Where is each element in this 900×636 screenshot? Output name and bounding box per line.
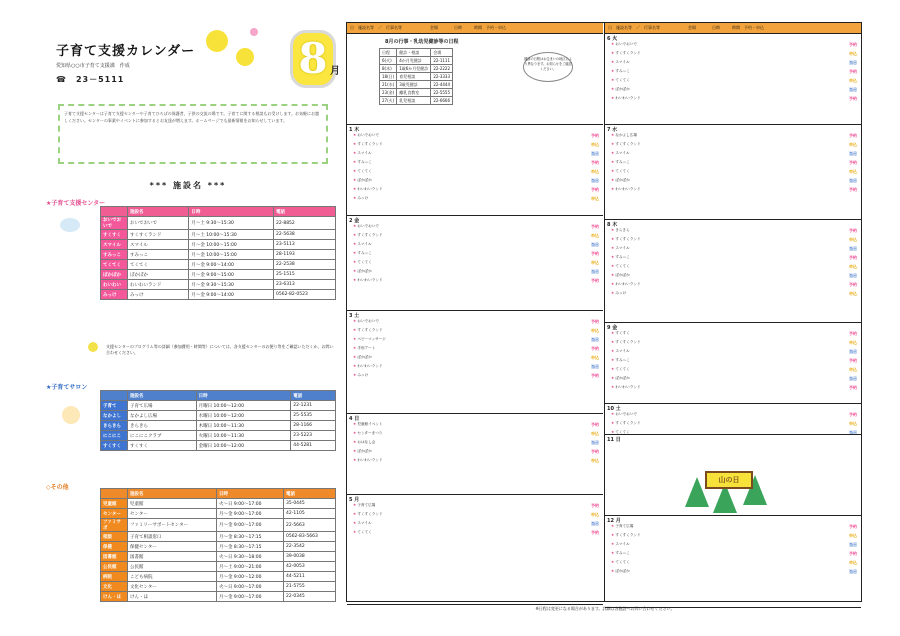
- event-item: ★ てくてく: [611, 430, 630, 434]
- event-item: ★ おいでおいで: [353, 224, 379, 228]
- reservation-badge: 予約: [849, 133, 857, 138]
- reservation-badge: 当日: [849, 273, 857, 278]
- event-item: ★ すくすくランド: [611, 421, 641, 425]
- chick-illustration-icon: [206, 30, 228, 52]
- event-item: ★ わいわいランド: [611, 282, 641, 286]
- star-icon: ★: [611, 187, 616, 191]
- event-item: ★ ぽかぽか: [611, 273, 630, 277]
- event-calendar: [346, 22, 862, 602]
- event-item: ★ てくてく: [611, 78, 630, 82]
- table-row: すみっこ すみっこ 月〜金 10:00〜15:00 28-1193: [101, 250, 336, 260]
- table-row: けん・ほ けん・ほ 月〜金 9:00〜17:00 22-0345: [101, 592, 336, 602]
- page-title: 子育て支援カレンダー: [56, 44, 196, 59]
- event-item: ★ てくてく: [353, 169, 372, 173]
- day-number: 7 水: [607, 127, 618, 133]
- star-icon: ★: [611, 331, 616, 335]
- day-number: 4 日: [349, 416, 360, 422]
- day-number: 2 金: [349, 218, 360, 224]
- star-icon: ★: [353, 458, 358, 462]
- star-icon: ★: [611, 367, 616, 371]
- star-icon: ★: [353, 242, 358, 246]
- facility-heading: *** 施設名 ***: [149, 181, 227, 190]
- event-item: ★ すみっこ: [353, 160, 372, 164]
- reservation-badge: 申込: [591, 458, 599, 463]
- reservation-badge: 予約: [849, 282, 857, 287]
- star-icon: ★: [611, 160, 616, 164]
- table-row: 児童館 児童館 火〜日 9:00〜17:00 35-0445: [101, 499, 336, 509]
- reservation-badge: 予約: [591, 160, 599, 165]
- event-item: ★ 手形アート: [353, 346, 376, 350]
- reservation-badge: 当日: [849, 60, 857, 65]
- reservation-badge: 申込: [849, 560, 857, 565]
- calendar-day: [605, 34, 861, 125]
- reservation-badge: 申込: [849, 340, 857, 345]
- reservation-badge: 申込: [849, 264, 857, 269]
- reservation-badge: 申込: [849, 533, 857, 538]
- event-item: ★ スマイル: [353, 521, 372, 525]
- star-icon: ★: [611, 560, 616, 564]
- reservation-badge: 予約: [849, 187, 857, 192]
- reservation-badge: 申込: [591, 512, 599, 517]
- table-row: わいわい わいわいランド 月〜金 9:30〜15:30 23-6313: [101, 280, 336, 290]
- reservation-badge: 申込: [849, 291, 857, 296]
- event-item: ★ すくすくランド: [611, 340, 641, 344]
- star-icon: ★: [611, 264, 616, 268]
- event-item: ★ おいでおいで: [611, 42, 637, 46]
- event-item: ★ すくすくランド: [611, 237, 641, 241]
- star-icon: ★: [353, 440, 358, 444]
- event-item: ★ てくてく: [611, 264, 630, 268]
- star-icon: ★: [611, 69, 616, 73]
- section-support-center: ★子育て支援センター: [46, 200, 106, 207]
- calendar-day: [605, 323, 861, 404]
- event-item: ★ すくすくランド: [611, 142, 641, 146]
- special-title: 8月の行事・乳幼児健診等の日程: [385, 39, 459, 45]
- reservation-badge: 当日: [591, 269, 599, 274]
- event-item: ★ ぽかぽか: [611, 178, 630, 182]
- center-note: 支援センターのプログラム等の詳細（参加費用・時間等）については、各支援センターのお便り等をご確認いただくか、お問い合わせください。: [106, 344, 334, 355]
- col-tel: 電話: [273, 207, 335, 217]
- table-row: 27(火) 乳児相談 22-6666: [380, 97, 453, 105]
- reservation-badge: 申込: [849, 421, 857, 426]
- star-icon: ★: [611, 524, 616, 528]
- event-item: ★ スマイル: [611, 151, 630, 155]
- reservation-badge: 当日: [849, 376, 857, 381]
- event-item: ★ すくすくランド: [353, 142, 383, 146]
- star-icon: ★: [611, 376, 616, 380]
- event-item: ★ わいわいランド: [353, 278, 383, 282]
- star-icon: ★: [353, 278, 358, 282]
- event-item: ★ おいでおいで: [611, 412, 637, 416]
- star-icon: ★: [353, 328, 358, 332]
- star-icon: ★: [353, 512, 358, 516]
- chick-illustration-icon: [236, 48, 254, 66]
- table-row: にこにこ にこにこクラブ 火曜日 10:00〜11:30 23-5223: [101, 431, 336, 441]
- star-icon: ★: [353, 269, 358, 273]
- event-item: ★ すくすくランド: [611, 533, 641, 537]
- calendar-header: 日 施設名等 ／ 行事名等 会場 日時 時間 予約・申込: [605, 23, 861, 34]
- reservation-badge: 申込: [849, 142, 857, 147]
- event-item: ★ わいわいランド: [611, 96, 641, 100]
- special-schedule: [347, 34, 603, 125]
- reservation-badge: 当日: [849, 87, 857, 92]
- reservation-badge: 当日: [849, 430, 857, 435]
- star-icon: ★: [611, 412, 616, 416]
- event-item: ★ すみっこ: [611, 160, 630, 164]
- event-item: ★ スマイル: [611, 246, 630, 250]
- event-item: ★ ぽかぽか: [611, 87, 630, 91]
- flower-icon: [250, 28, 258, 36]
- star-icon: ★: [611, 385, 616, 389]
- footer-note: ※日程は変更になる場合があります。詳細は各施設へお問い合わせください。: [535, 606, 675, 611]
- event-item: ★ 児童館イベント: [353, 422, 383, 426]
- reservation-badge: 予約: [591, 133, 599, 138]
- event-item: ★ おはなし会: [353, 440, 376, 444]
- reservation-badge: 申込: [591, 142, 599, 147]
- reservation-badge: 申込: [591, 355, 599, 360]
- star-icon: ★: [611, 358, 616, 362]
- baby-icon: [60, 218, 80, 232]
- star-icon: ★: [353, 187, 358, 191]
- reservation-badge: 申込: [849, 237, 857, 242]
- reservation-badge: 予約: [591, 530, 599, 535]
- month-number: 8: [290, 30, 336, 88]
- day-number: 6 火: [607, 36, 618, 42]
- col-time: 日時: [189, 207, 274, 217]
- event-item: ★ ぽかぽか: [353, 269, 372, 273]
- day-number: 10 土: [607, 406, 621, 412]
- intro-text: 子育て支援センターは子育て支援センターや子育てひろばの保護者、子供の交流の場です。子育てに関する相談もお受けします。お気軽にお越しください。センターの事業やイベントに参加するとお友達が増えます。ホームページでも最新情報をお知らせしています。: [58, 104, 328, 164]
- star-icon: ★: [353, 151, 358, 155]
- star-icon: ★: [353, 337, 358, 341]
- star-icon: ★: [353, 449, 358, 453]
- star-icon: ★: [611, 533, 616, 537]
- col-name: 施設名: [128, 207, 189, 217]
- star-icon: ★: [611, 42, 616, 46]
- calendar-day: [605, 220, 861, 323]
- table-row: 18(日) 育児相談 22-3333: [380, 73, 453, 81]
- event-item: ★ みっけ: [611, 291, 627, 295]
- reservation-badge: 当日: [849, 569, 857, 574]
- star-icon: ★: [353, 530, 358, 534]
- info-bubble: 健診の日程はお住まいの地区により異なります。お知らせをご確認ください。: [523, 52, 573, 82]
- star-icon: ★: [353, 346, 358, 350]
- star-icon: ★: [611, 291, 616, 295]
- reservation-badge: 予約: [591, 319, 599, 324]
- star-icon: ★: [611, 78, 616, 82]
- event-item: ★ なかよし広場: [611, 133, 637, 137]
- star-icon: ★: [611, 96, 616, 100]
- event-item: ★ スマイル: [611, 542, 630, 546]
- reservation-badge: 当日: [591, 178, 599, 183]
- month-suffix: 月: [330, 66, 340, 77]
- star-icon: ★: [611, 255, 616, 259]
- table-row: みっけ みっけ 月〜金 9:00〜14:00 0562-82-0523: [101, 290, 336, 300]
- event-item: ★ てくてく: [611, 367, 630, 371]
- reservation-badge: 申込: [591, 233, 599, 238]
- calendar-day: [347, 495, 603, 605]
- directory-column: [40, 22, 340, 614]
- section-salon: ★子育てサロン: [46, 384, 88, 391]
- star-icon: ★: [611, 340, 616, 344]
- star-icon: ★: [353, 355, 358, 359]
- calendar-day: [605, 435, 861, 516]
- event-item: ★ ぽかぽか: [353, 449, 372, 453]
- reservation-badge: 当日: [849, 178, 857, 183]
- event-item: ★ きらきら: [611, 228, 630, 232]
- event-item: ★ てくてく: [353, 260, 372, 264]
- table-row: ファミサポ ファミリーサポートセンター 月〜金 9:00〜17:00 22-5663: [101, 519, 336, 532]
- pointing-hand-icon: [88, 342, 98, 352]
- salon-table: 施設名 日時 電話 子育て 子育て広場 月曜日 10:00〜12:00 22-1231 なかよし なかよし広場 水曜日 10:00〜12:00 25-5535 きらきら きらきら 木曜日 10:00〜11:30 28-1166 にこにこ にこにこクラブ 火曜日 10:00〜11:30 23-5223 すくすく すくすく 金曜日 10:00〜12:00 44-5281: [100, 390, 336, 451]
- other-table: 施設名 日時 電話 児童館 児童館 火〜日 9:00〜17:00 35-0445 センター センター 月〜金 9:00〜17:00 42-1105 ファミサポ ファミリーサポートセンター 月〜金 9:00〜17:00 22-5663 相談 子育て相談窓口 月〜金 8:30〜17:15 0562-83-5663 保健 保健センター 月〜金 8:30〜17:15 22-3542 図書館 図書館 火〜日 9:30〜18:00 39-0038 公民館 公民館 月〜土 9:00〜21:00 42-0053 病院 こども病院 月〜金 9:00〜12:00 44-5211 文化 文化センター 火〜日 9:00〜17:00 21-5755 けん・ほ けん・ほ 月〜金 9:00〜17:00 22-0345: [100, 488, 336, 602]
- calendar-day: [605, 404, 861, 435]
- star-icon: ★: [611, 142, 616, 146]
- table-row: 21(水) 3歳児健診 22-4444: [380, 81, 453, 89]
- reservation-badge: 予約: [849, 160, 857, 165]
- event-item: ★ ぽかぽか: [353, 178, 372, 182]
- event-item: ★ わいわいランド: [353, 458, 383, 462]
- star-icon: ★: [611, 246, 616, 250]
- reservation-badge: 当日: [849, 542, 857, 547]
- star-icon: ★: [353, 364, 358, 368]
- star-icon: ★: [353, 251, 358, 255]
- reservation-badge: 予約: [591, 422, 599, 427]
- reservation-badge: 当日: [591, 521, 599, 526]
- star-icon: ★: [611, 569, 616, 573]
- reservation-badge: 申込: [591, 196, 599, 201]
- star-icon: ★: [353, 142, 358, 146]
- calendar-day: [605, 125, 861, 220]
- event-item: ★ てくてく: [611, 169, 630, 173]
- reservation-badge: 予約: [849, 412, 857, 417]
- reservation-badge: 申込: [849, 367, 857, 372]
- reservation-badge: 予約: [849, 255, 857, 260]
- event-item: ★ わいわいランド: [611, 187, 641, 191]
- calendar-day: [347, 311, 603, 414]
- star-icon: ★: [611, 273, 616, 277]
- mountain-day-illustration: [685, 453, 775, 513]
- event-item: ★ すみっこ: [611, 255, 630, 259]
- reservation-badge: 予約: [849, 358, 857, 363]
- star-icon: ★: [611, 151, 616, 155]
- calendar-day: [347, 125, 603, 216]
- reservation-badge: 当日: [849, 349, 857, 354]
- event-item: ★ わいわいランド: [611, 385, 641, 389]
- event-item: ★ すくすくランド: [353, 328, 383, 332]
- reservation-badge: 申込: [591, 169, 599, 174]
- event-item: ★ スマイル: [353, 242, 372, 246]
- table-row: 23(金) 離乳食教室 22-5555: [380, 89, 453, 97]
- reservation-badge: 予約: [849, 331, 857, 336]
- reservation-badge: 予約: [849, 42, 857, 47]
- table-row: 子育て 子育て広場 月曜日 10:00〜12:00 22-1231: [101, 401, 336, 411]
- table-row: すくすく すくすくランド 月〜土 10:00〜15:30 22-5638: [101, 230, 336, 240]
- reservation-badge: 申込: [591, 431, 599, 436]
- table-row: 文化 文化センター 火〜日 9:00〜17:00 21-5755: [101, 582, 336, 592]
- reservation-badge: 当日: [591, 337, 599, 342]
- event-item: ★ すみっこ: [353, 251, 372, 255]
- table-row: 病院 こども病院 月〜金 9:00〜12:00 44-5211: [101, 572, 336, 582]
- star-icon: ★: [611, 228, 616, 232]
- table-row: おいでおいで おいでおいで 月〜土 9:30〜15:30 22-8852: [101, 217, 336, 230]
- calendar-column-left: [347, 23, 603, 601]
- reservation-badge: 当日: [591, 151, 599, 156]
- table-row: すくすく すくすく 金曜日 10:00〜12:00 44-5281: [101, 441, 336, 451]
- event-item: ★ わいわいランド: [353, 364, 383, 368]
- star-icon: ★: [353, 422, 358, 426]
- day-number: 12 月: [607, 518, 621, 524]
- reservation-badge: 予約: [591, 224, 599, 229]
- event-item: ★ おいでおいで: [353, 319, 379, 323]
- star-icon: ★: [353, 431, 358, 435]
- reservation-badge: 予約: [591, 346, 599, 351]
- reservation-badge: 予約: [849, 228, 857, 233]
- checkup-table: [379, 48, 453, 105]
- table-row: 図書館 図書館 火〜日 9:30〜18:00 39-0038: [101, 552, 336, 562]
- calendar-day: [347, 414, 603, 495]
- event-item: ★ みっけ: [353, 196, 369, 200]
- support-center-table: [100, 206, 336, 300]
- star-icon: ★: [353, 224, 358, 228]
- event-item: ★ スマイル: [353, 151, 372, 155]
- day-number: 8 木: [607, 222, 618, 228]
- table-row: なかよし なかよし広場 水曜日 10:00〜12:00 25-5535: [101, 411, 336, 421]
- section-other: ◇その他: [46, 484, 69, 491]
- event-item: ★ 子育て広場: [353, 503, 376, 507]
- day-number: 1 木: [349, 127, 360, 133]
- event-item: ★ すくすく: [611, 331, 630, 335]
- event-item: ★ センターまつり: [353, 431, 383, 435]
- reservation-badge: 予約: [849, 96, 857, 101]
- reservation-badge: 当日: [849, 151, 857, 156]
- reservation-badge: 申込: [849, 51, 857, 56]
- day-number: 9 金: [607, 325, 618, 331]
- day-number: 3 土: [349, 313, 360, 319]
- star-icon: ★: [353, 160, 358, 164]
- day-number: 5 月: [349, 497, 360, 503]
- calendar-sheet: [40, 22, 860, 614]
- event-item: ★ すくすくランド: [353, 512, 383, 516]
- reservation-badge: 当日: [849, 246, 857, 251]
- reservation-badge: 申込: [591, 260, 599, 265]
- star-icon: ★: [611, 51, 616, 55]
- phone-number: ☎ 23－5111: [56, 75, 125, 84]
- event-item: ★ ぽかぽか: [611, 569, 630, 573]
- star-icon: ★: [353, 373, 358, 377]
- reservation-badge: 申込: [849, 78, 857, 83]
- event-item: ★ おいでおいで: [353, 133, 379, 137]
- event-item: ★ スマイル: [611, 349, 630, 353]
- event-item: ★ スマイル: [611, 60, 630, 64]
- star-icon: ★: [611, 169, 616, 173]
- star-icon: ★: [611, 542, 616, 546]
- reservation-badge: 予約: [849, 69, 857, 74]
- table-row: スマイル スマイル 月〜金 10:00〜15:00 23-5113: [101, 240, 336, 250]
- day-number: 11 日: [607, 437, 621, 443]
- star-icon: ★: [611, 60, 616, 64]
- event-item: ★ すみっこ: [611, 551, 630, 555]
- star-icon: ★: [611, 87, 616, 91]
- reservation-badge: 予約: [591, 187, 599, 192]
- event-item: ★ 子育て広場: [611, 524, 634, 528]
- star-icon: ★: [353, 521, 358, 525]
- reservation-badge: 予約: [849, 524, 857, 529]
- table-row: 日程 健診・相談 会場: [380, 49, 453, 57]
- table-row: 公民館 公民館 月〜土 9:00〜21:00 42-0053: [101, 562, 336, 572]
- star-icon: ★: [353, 233, 358, 237]
- toy-icon: [62, 406, 80, 424]
- calendar-day: [347, 216, 603, 311]
- calendar-column-right: [604, 23, 861, 601]
- reservation-badge: 予約: [849, 385, 857, 390]
- star-icon: ★: [353, 169, 358, 173]
- star-icon: ★: [353, 503, 358, 507]
- star-icon: ★: [611, 178, 616, 182]
- event-item: ★ すみっこ: [611, 69, 630, 73]
- table-row: センター センター 月〜金 9:00〜17:00 42-1105: [101, 509, 336, 519]
- table-row: 相談 子育て相談窓口 月〜金 8:30〜17:15 0562-83-5663: [101, 532, 336, 542]
- reservation-badge: 当日: [591, 242, 599, 247]
- star-icon: ★: [611, 430, 616, 434]
- table-row: てくてく てくてく 月〜金 9:00〜14:00 22-2538: [101, 260, 336, 270]
- event-item: ★ すくすくランド: [611, 51, 641, 55]
- star-icon: ★: [611, 282, 616, 286]
- reservation-badge: 申込: [849, 169, 857, 174]
- star-icon: ★: [611, 421, 616, 425]
- reservation-badge: 申込: [591, 328, 599, 333]
- star-icon: ★: [611, 349, 616, 353]
- reservation-badge: 予約: [591, 449, 599, 454]
- reservation-badge: 予約: [591, 503, 599, 508]
- event-item: ★ てくてく: [611, 560, 630, 564]
- reservation-badge: 予約: [591, 278, 599, 283]
- event-item: ★ すみっこ: [611, 358, 630, 362]
- star-icon: ★: [353, 133, 358, 137]
- star-icon: ★: [353, 196, 358, 200]
- table-row: きらきら きらきら 木曜日 10:00〜11:30 28-1166: [101, 421, 336, 431]
- event-item: ★ みっけ: [353, 373, 369, 377]
- calendar-day: [605, 516, 861, 608]
- event-item: ★ わいわいランド: [353, 187, 383, 191]
- holiday-sign: 山の日: [705, 471, 753, 489]
- table-row: 保健 保健センター 月〜金 8:30〜17:15 22-3542: [101, 542, 336, 552]
- star-icon: ★: [611, 237, 616, 241]
- reservation-badge: 当日: [591, 440, 599, 445]
- star-icon: ★: [611, 133, 616, 137]
- event-item: ★ ぽかぽか: [611, 376, 630, 380]
- reservation-badge: 予約: [849, 551, 857, 556]
- table-row: ぽかぽか ぽかぽか 月〜金 9:00〜15:00 25-1515: [101, 270, 336, 280]
- star-icon: ★: [353, 319, 358, 323]
- organization: 愛知県○○市子育て支援課 作成: [56, 63, 130, 69]
- calendar-header: 日 施設名等 ／ 行事名等 会場 日時 時間 予約・申込: [347, 23, 603, 34]
- reservation-badge: 予約: [591, 251, 599, 256]
- table-row: 8(木) 1歳6か月児健診 22-2222: [380, 65, 453, 73]
- event-item: ★ ぽかぽか: [353, 355, 372, 359]
- table-row: 6(火) 4か月児健診 22-1111: [380, 57, 453, 65]
- event-item: ★ ベビーマッサージ: [353, 337, 386, 341]
- event-item: ★ すくすくランド: [353, 233, 383, 237]
- star-icon: ★: [353, 260, 358, 264]
- star-icon: ★: [353, 178, 358, 182]
- event-item: ★ てくてく: [353, 530, 372, 534]
- reservation-badge: 予約: [591, 373, 599, 378]
- star-icon: ★: [611, 551, 616, 555]
- reservation-badge: 当日: [591, 364, 599, 369]
